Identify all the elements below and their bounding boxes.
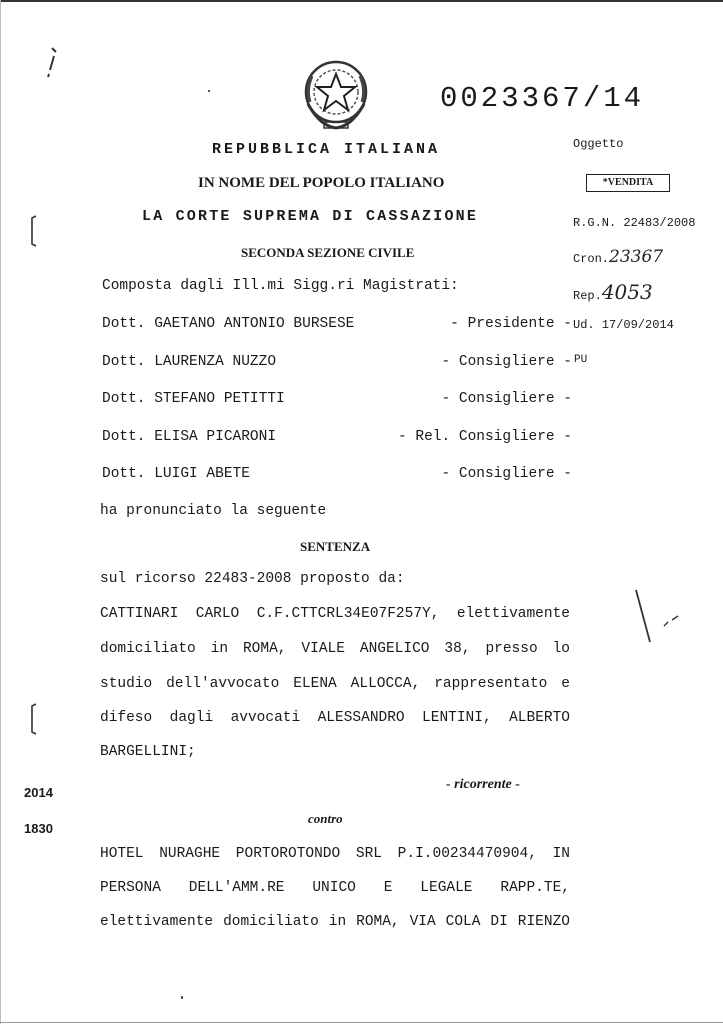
oggetto-label: Oggetto [573,137,624,151]
rep-label: Rep. [573,289,602,303]
judge-role: - Consigliere - [441,466,572,482]
bottom-border [0,1022,723,1023]
oggetto-value: *VENDITA [602,177,654,188]
stamp-number: 0023367/14 [440,82,645,115]
top-border [0,0,723,2]
rgn-number: R.G.N. 22483/2008 [573,216,696,230]
ricorso-line: sul ricorso 22483-2008 proposto da: [100,571,405,587]
pu-label: PU [574,354,588,366]
cron-line [573,247,663,267]
judge-row [102,354,572,372]
paragraph-line: domiciliato in ROMA, VIALE ANGELICO 38, presso lo [100,641,570,657]
paragraph-line: elettivamente domiciliato in ROMA, VIA COLA DI RIENZO [100,914,570,930]
paragraph-line: studio dell'avvocato ELENA ALLOCCA, rappresentato e [100,676,570,692]
margin-year: 2014 [24,785,53,800]
judge-name: Dott. LAURENZA NUZZO [102,354,277,370]
judge-name: Dott. ELISA PICARONI [102,429,277,445]
judge-name: Dott. GAETANO ANTONIO BURSESE [102,316,355,332]
judge-row [102,391,572,409]
pronunciato-line: ha pronunciato la seguente [100,503,327,519]
oggetto-box [586,174,670,192]
paragraph-line: CATTINARI CARLO C.F.CTTCRL34E07F257Y, elettivamente [100,606,570,622]
contro-label: contro [308,811,343,826]
paragraph-line: difeso dagli avvocati ALESSANDRO LENTINI, ALBERTO [100,710,570,726]
ricorrente-label: - ricorrente - [446,777,520,792]
judge-name: Dott. LUIGI ABETE [102,466,250,482]
handwritten-mark-icon [628,586,684,650]
cron-label: Cron. [573,252,610,266]
header-court: LA CORTE SUPREMA DI CASSAZIONE [142,208,479,225]
bracket-mark-icon [28,214,40,248]
rep-value: 4053 [601,280,653,304]
composta-line: Composta dagli Ill.mi Sigg.ri Magistrati: [102,278,459,294]
judge-row [102,466,572,484]
judge-role: - Consigliere - [441,391,572,407]
margin-number: 1830 [24,821,53,836]
speck [208,90,210,92]
hearing-date: Ud. 17/09/2014 [573,318,674,332]
speck [181,996,183,999]
cron-value: 23367 [609,247,664,267]
margin-mark-icon [42,44,62,78]
sentenza-heading: SENTENZA [300,539,371,554]
judge-name: Dott. STEFANO PETITTI [102,391,285,407]
left-edge [0,0,1,1024]
bracket-mark-icon [28,702,40,736]
italian-republic-emblem-icon [300,56,372,132]
paragraph-line: BARGELLINI; [100,744,196,760]
paragraph-line: PERSONA DELL'AMM.RE UNICO E LEGALE RAPP.TE, [100,880,570,896]
paragraph-line: HOTEL NURAGHE PORTOROTONDO SRL P.I.00234470904, IN [100,846,570,862]
judge-role: - Rel. Consigliere - [397,429,572,445]
judge-row [102,429,572,447]
header-in-nome: IN NOME DEL POPOLO ITALIANO [198,175,445,191]
header-republic: REPUBBLICA ITALIANA [212,141,441,158]
judge-role: - Presidente - [450,316,572,332]
judge-row [102,316,572,334]
judge-role: - Consigliere - [441,354,572,370]
header-section: SECONDA SEZIONE CIVILE [241,245,415,260]
rep-line [573,280,653,304]
